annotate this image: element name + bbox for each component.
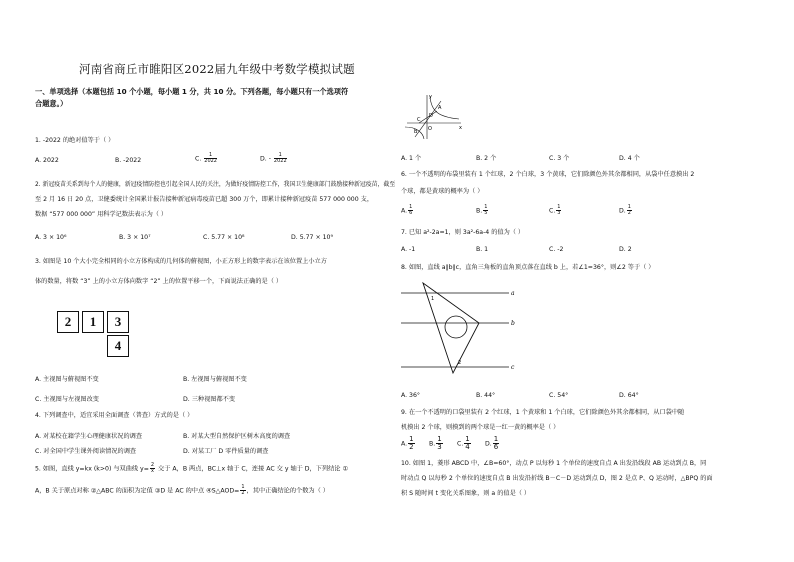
cube-cell-1: 2 xyxy=(57,311,79,333)
q9-d-prefix: D. xyxy=(485,440,492,448)
q5-frac-den: x xyxy=(151,468,154,474)
q7-option-c: C. -2 xyxy=(549,246,564,253)
q1-d-den: 2022 xyxy=(273,158,287,164)
q5-option-a: A. 1 个 xyxy=(401,155,422,162)
fig5-b-label: B xyxy=(414,129,418,135)
q4-option-b: B. 对某大型自然保护区树木高度的调查 xyxy=(183,433,291,440)
q4-option-c: C. 对全国中学生课外阅读情况的调查 xyxy=(35,448,137,455)
q2-line3: 数据 “577 000 000” 用科学记数法表示为（ ） xyxy=(35,211,168,218)
q7-option-d: D. 2 xyxy=(619,246,632,253)
q9-d-num: 1 xyxy=(493,435,499,443)
q5-line2 xyxy=(35,485,329,496)
q2-option-b: B. 3 × 10⁷ xyxy=(119,234,151,241)
q4-option-d: D. 对某工厂 D 零件质量的调查 xyxy=(183,448,269,455)
q6-c-prefix: C. xyxy=(549,207,556,215)
q8-figure xyxy=(401,283,519,375)
q5-frac-num: 2 xyxy=(150,462,155,468)
q1-option-c xyxy=(195,153,218,164)
label-b: b xyxy=(511,320,515,327)
q3-line1: 3. 如图是 10 个大小完全相同的小立方体构成的几何体的俯视图，小正方形上的数字表示在该位置上小立方 xyxy=(35,258,327,265)
q5-option-d: D. 4 个 xyxy=(619,155,640,162)
q9-d-den: 6 xyxy=(493,443,499,451)
section-heading-line1: 一、单项选择（本题包括 10 个小题，每小题 1 分，共 10 分。下列各题，每小题只有一个选项符 xyxy=(35,87,349,96)
q6-b-num: 1 xyxy=(484,204,488,210)
q6-d-num: 1 xyxy=(627,204,631,210)
q9-b-den: 3 xyxy=(437,443,442,451)
section-heading-line2: 合题意。） xyxy=(35,99,68,108)
q3-line2: 体的数量，将数 “3” 上的小立方体向数字 “2” 上的位置平移一个，下面说法正确的是（ ） xyxy=(35,278,283,285)
q6-option-b xyxy=(476,205,489,216)
q9-b-num: 1 xyxy=(437,435,442,443)
hyperbola-branch-1 xyxy=(430,96,459,119)
fig5-o-label: O xyxy=(428,126,432,132)
label-a: a xyxy=(511,290,515,297)
q8-option-a: A. 36° xyxy=(401,392,421,399)
q6-b-prefix: B. xyxy=(476,207,483,215)
label-c: c xyxy=(511,364,515,371)
q1-option-d xyxy=(260,153,288,164)
q9-option-d xyxy=(485,436,500,451)
q9-option-b xyxy=(429,436,444,451)
q6-option-d xyxy=(619,205,633,216)
q1-stem: 1. -2022 的绝对值等于（ ） xyxy=(35,137,115,144)
angle-1-label: 1 xyxy=(431,296,435,302)
q6-d-prefix: D. xyxy=(619,207,626,215)
q7-stem: 7. 已知 a²-2a=1，则 3a²-6a-4 的值为（ ） xyxy=(401,229,525,236)
segment-ac xyxy=(419,111,437,123)
q9-c-prefix: C. xyxy=(457,440,464,448)
q5-line2-num: 1 xyxy=(241,484,245,490)
q9-line2: 机摸出 2 个球，则摸到的两个球是一红一黄的概率是（ ） xyxy=(401,424,560,431)
q6-b-den: 5 xyxy=(484,210,488,216)
fig5-d-label: D xyxy=(429,113,433,119)
q7-option-a: A. -1 xyxy=(401,246,416,253)
q1-c-num: 1 xyxy=(204,153,217,159)
q1-c-prefix: C. xyxy=(195,155,202,163)
q9-c-num: 1 xyxy=(465,435,470,443)
q9-option-a xyxy=(401,436,416,451)
q8-option-b: B. 44° xyxy=(476,392,496,399)
q6-a-prefix: A. xyxy=(401,207,408,215)
fig5-a-label: A xyxy=(438,105,442,111)
q6-option-c xyxy=(549,205,562,216)
q6-option-a xyxy=(401,205,414,216)
q2-option-d: D. 5.77 × 10⁹ xyxy=(291,234,333,241)
q5-figure xyxy=(403,93,463,141)
q9-option-c xyxy=(457,436,472,451)
q9-c-den: 4 xyxy=(465,443,470,451)
q3-option-d: D. 三种视图都不变 xyxy=(183,396,236,403)
q3-option-c: C. 主视图与左视图改变 xyxy=(35,396,99,403)
q6-a-den: 6 xyxy=(409,210,413,216)
q9-a-prefix: A. xyxy=(401,440,408,448)
q1-option-b: B. -2022 xyxy=(115,157,142,164)
q1-c-den: 2022 xyxy=(204,158,217,164)
q5-line1-b: 交于 A，B 两点，BC⊥x 轴于 C，连接 AC 交 y 轴于 D，下列结论 ① xyxy=(156,465,349,473)
q6-c-num: 1 xyxy=(557,204,561,210)
q2-line2: 至 2 月 16 日 20 点，卫健委统计全国累计报告接种新冠病毒疫苗已超 300 万个，即累计接种新冠疫苗 577 000 000 支， xyxy=(35,196,374,203)
cube-cell-4: 4 xyxy=(107,335,129,357)
fig5-x-label: x xyxy=(459,125,462,131)
q5-line1-a: 5. 如图，直线 y=kx (k>0) 与双曲线 y= xyxy=(35,465,149,473)
q5-option-b: B. 2 个 xyxy=(476,155,497,162)
q9-a-num: 1 xyxy=(409,435,414,443)
q8-option-c: C. 54° xyxy=(549,392,569,399)
q5-option-c: C. 3 个 xyxy=(549,155,570,162)
q1-option-a: A. 2022 xyxy=(35,157,59,164)
angle-2-label: 2 xyxy=(458,360,462,366)
q6-c-den: 3 xyxy=(557,210,561,216)
fig5-y-label: y xyxy=(429,94,432,100)
q4-stem: 4. 下列调查中，适宜采用全面调查（普查）方式的是（ ） xyxy=(35,412,194,419)
cube-cell-2: 1 xyxy=(82,311,104,333)
q5-line2-main: A，B 关于原点对称 ②△ABC 的面积为定值 ③D 是 AC 的中点 ④S△AOD= xyxy=(35,487,240,495)
q3-option-a: A. 主视图与俯视图不变 xyxy=(35,376,99,383)
q6-a-num: 1 xyxy=(409,204,413,210)
q5-line2-tail: ，其中正确结论的个数为（ ） xyxy=(246,487,329,495)
q5-line2-den: 2 xyxy=(241,490,245,496)
q9-line1: 9. 在一个不透明的口袋里装有 2 个红球，1 个黄球和 1 个白球，它们除颜色外其余都相同，从口袋中随 xyxy=(401,409,685,416)
q10-line3: 积 S 随时间 t 变化关系图象，则 a 的值是（ ） xyxy=(401,490,531,497)
q2-option-c: C. 5.77 × 10⁸ xyxy=(203,234,245,241)
q9-b-prefix: B. xyxy=(429,440,436,448)
q5-line1 xyxy=(35,463,348,474)
q4-option-a: A. 对某校在籍学生心理健康状况的调查 xyxy=(35,433,143,440)
q1-d-prefix: D. - xyxy=(260,155,271,163)
q10-line1: 10. 如图 1，菱形 ABCD 中，∠B=60°，动点 P 以每秒 1 个单位的速度自点 A 出发沿线段 AB 运动到点 B，同 xyxy=(401,460,707,467)
q9-a-den: 2 xyxy=(409,443,414,451)
q8-stem: 8. 如图，直线 a∥b∥c，直角三角板的直角顶点落在直线 b 上，若∠1=36°，则∠2 等于（ ） xyxy=(401,264,655,271)
q2-option-a: A. 3 × 10⁶ xyxy=(35,234,67,241)
q3-option-b: B. 左视图与俯视图不变 xyxy=(183,376,247,383)
q1-d-num: 1 xyxy=(274,153,287,159)
q10-line2: 时动点 Q 以每秒 2 个单位的速度自点 B 出发沿折线 B－C－D 运动到点 D，图 2 是点 P、Q 运动时，△BPQ 的面 xyxy=(401,475,713,482)
q6-line1: 6. 一个不透明的布袋里装有 1 个红球，2 个白球，3 个黄球，它们除颜色外其余都相同，从袋中任意摸出 2 xyxy=(401,171,695,178)
q6-line2: 个球，都是黄球的概率为（ ） xyxy=(401,188,484,195)
exam-title: 河南省商丘市睢阳区2022届九年级中考数学模拟试题 xyxy=(79,62,355,76)
triangle-ruler-hole xyxy=(445,316,467,338)
q7-option-b: B. 1 xyxy=(476,246,489,253)
q2-line1: 2. 新冠疫苗关系到每个人的健康，新冠疫情防控也引起全国人民的关注，为做好疫情防控工作，我国卫生健康部门鼓励接种新冠疫苗，截至 xyxy=(35,181,396,188)
fig5-c-label: C xyxy=(417,117,421,123)
q6-d-den: 2 xyxy=(627,210,631,216)
cube-cell-3: 3 xyxy=(107,311,129,333)
q8-option-d: D. 64° xyxy=(619,392,639,399)
